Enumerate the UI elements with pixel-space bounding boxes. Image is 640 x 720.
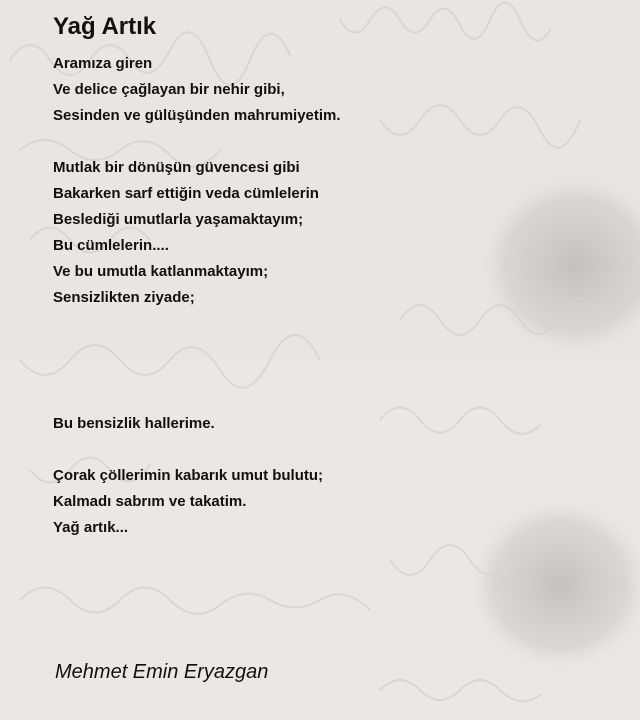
stanza-3 <box>53 411 215 437</box>
stanza-2 <box>53 155 319 311</box>
poem-line: Bu cümlelerin.... <box>53 237 169 254</box>
poem-line: Yağ artık... <box>53 519 129 536</box>
poem-line: Sensizlikten ziyade; <box>53 289 195 306</box>
poem-line: Aramıza giren <box>53 55 153 72</box>
poem-line: Çorak çöllerimin kabarık umut bulutu; <box>53 467 324 484</box>
poem-title: Yağ Artık <box>53 13 157 40</box>
poem-line: Bakarken sarf ettiğin veda cümlelerin <box>53 185 319 202</box>
poem-line: Sesinden ve gülüşünden mahrumiyetim. <box>53 107 341 124</box>
poem-line: Ve bu umutla katlanmaktayım; <box>53 263 269 280</box>
poem-line: Mutlak bir dönüşün güvencesi gibi <box>53 159 300 176</box>
poem-line: Ve delice çağlayan bir nehir gibi, <box>53 81 285 98</box>
poem-author: Mehmet Emin Eryazgan <box>55 661 269 683</box>
poem-line: Kalmadı sabrım ve takatim. <box>53 493 247 510</box>
poem-line: Bu bensizlik hallerime. <box>53 415 215 432</box>
poem-line: Beslediği umutlarla yaşamaktayım; <box>53 211 304 228</box>
stanza-4 <box>53 463 323 541</box>
stanza-1 <box>53 51 341 129</box>
